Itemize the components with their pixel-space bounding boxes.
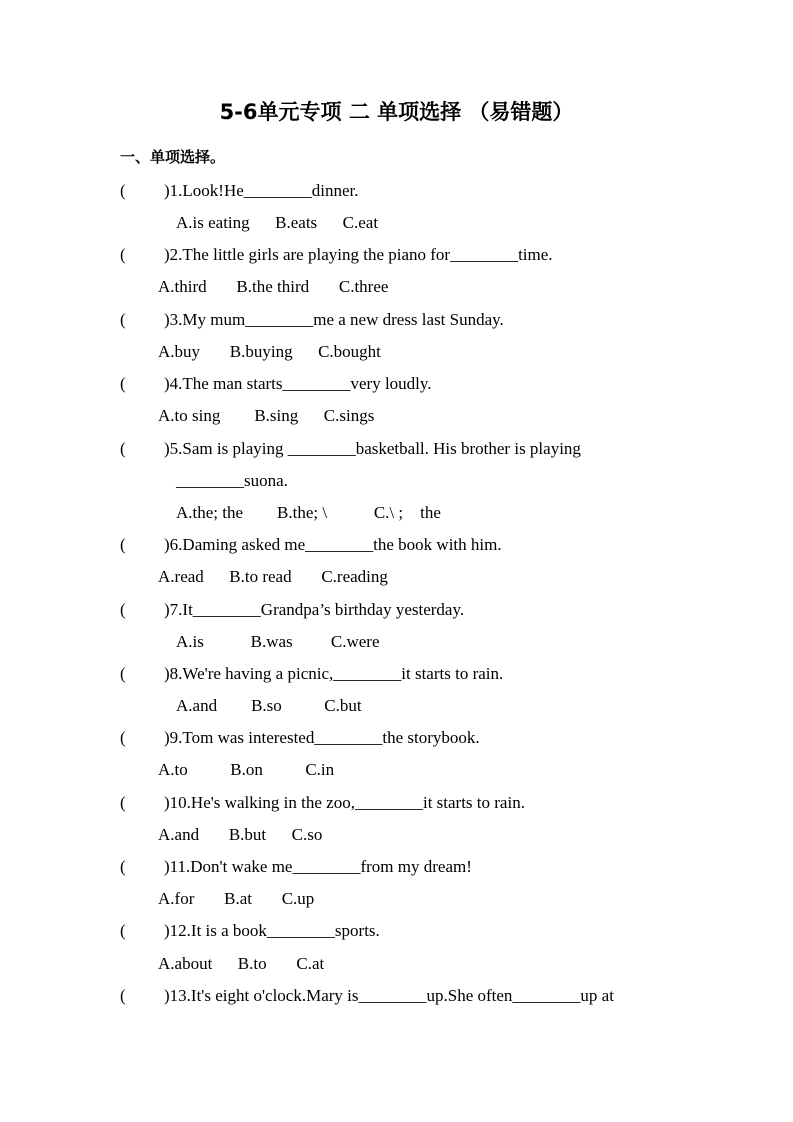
question-text: )6.Daming asked me________the book with him. bbox=[164, 535, 502, 554]
question-options: A.and B.so C.but bbox=[176, 696, 362, 715]
answer-blank-paren: ( bbox=[120, 245, 126, 264]
question-text: )1.Look!He________dinner. bbox=[164, 181, 359, 200]
question-options: A.the; the B.the; \ C.\ ; the bbox=[176, 503, 441, 522]
question-options: A.is eating B.eats C.eat bbox=[176, 213, 379, 232]
question-options: A.is B.was C.were bbox=[176, 632, 380, 651]
question-options: A.read B.to read C.reading bbox=[158, 567, 388, 586]
question-6 bbox=[120, 535, 502, 555]
question-10 bbox=[120, 793, 525, 813]
answer-blank-paren: ( bbox=[120, 181, 126, 200]
question-text: )5.Sam is playing ________basketball. His brother is playing bbox=[164, 439, 581, 458]
question-options: A.to B.on C.in bbox=[158, 760, 335, 779]
question-text: )3.My mum________me a new dress last Sunday. bbox=[164, 310, 504, 329]
answer-blank-paren: ( bbox=[120, 793, 126, 812]
answer-blank-paren: ( bbox=[120, 600, 126, 619]
question-text: )13.It's eight o'clock.Mary is________up.She often________up at bbox=[164, 986, 614, 1005]
answer-blank-paren: ( bbox=[120, 728, 126, 747]
question-text-continued: ________suona. bbox=[176, 471, 288, 490]
question-11 bbox=[120, 857, 472, 877]
question-7 bbox=[120, 600, 464, 620]
question-text: )9.Tom was interested________the storybook. bbox=[164, 728, 480, 747]
question-4 bbox=[120, 374, 432, 394]
question-9 bbox=[120, 728, 480, 748]
answer-blank-paren: ( bbox=[120, 664, 126, 683]
question-text: )11.Don't wake me________from my dream! bbox=[164, 857, 472, 876]
question-13 bbox=[120, 986, 614, 1006]
question-options: A.third B.the third C.three bbox=[158, 277, 389, 296]
question-options: A.for B.at C.up bbox=[158, 889, 315, 908]
question-text: )4.The man starts________very loudly. bbox=[164, 374, 432, 393]
question-8 bbox=[120, 664, 503, 684]
question-text: )12.It is a book________sports. bbox=[164, 921, 380, 940]
answer-blank-paren: ( bbox=[120, 535, 126, 554]
question-1 bbox=[120, 181, 359, 201]
question-text: )7.It________Grandpa’s birthday yesterday. bbox=[164, 600, 465, 619]
question-2 bbox=[120, 245, 553, 265]
answer-blank-paren: ( bbox=[120, 986, 126, 1005]
question-3 bbox=[120, 310, 504, 330]
question-12 bbox=[120, 921, 380, 941]
answer-blank-paren: ( bbox=[120, 374, 126, 393]
question-text: )10.He's walking in the zoo,________it starts to rain. bbox=[164, 793, 525, 812]
answer-blank-paren: ( bbox=[120, 921, 126, 940]
section-heading: 一、单项选择。 bbox=[120, 148, 226, 166]
answer-blank-paren: ( bbox=[120, 439, 126, 458]
answer-blank-paren: ( bbox=[120, 310, 126, 329]
question-text: )8.We're having a picnic,________it starts to rain. bbox=[164, 664, 504, 683]
question-options: A.and B.but C.so bbox=[158, 825, 323, 844]
question-options: A.buy B.buying C.bought bbox=[158, 342, 381, 361]
question-5 bbox=[120, 439, 581, 459]
question-options: A.to sing B.sing C.sings bbox=[158, 406, 375, 425]
page-title: 5-6单元专项 二 单项选择 （易错题） bbox=[219, 100, 574, 124]
answer-blank-paren: ( bbox=[120, 857, 126, 876]
question-text: )2.The little girls are playing the piano for________time. bbox=[164, 245, 553, 264]
question-options: A.about B.to C.at bbox=[158, 954, 325, 973]
